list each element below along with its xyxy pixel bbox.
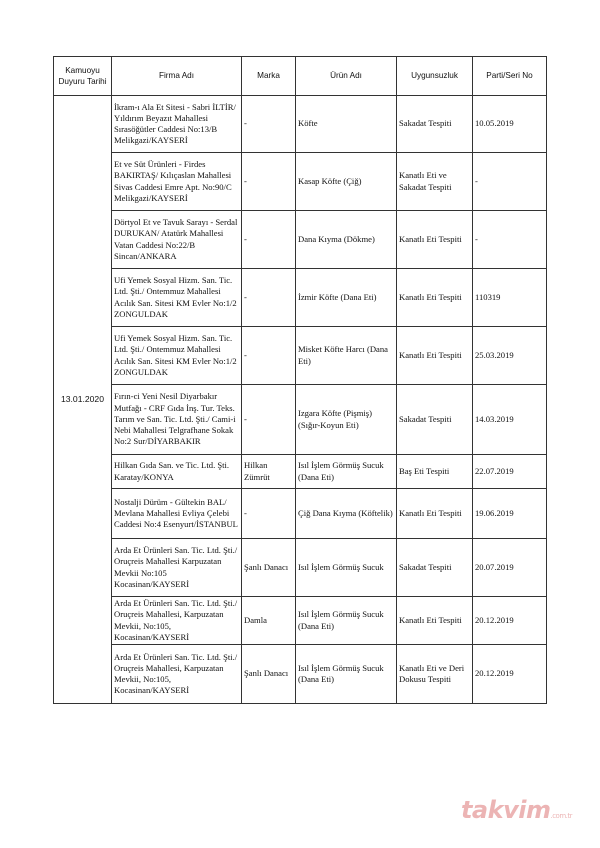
header-lot: Parti/Seri No [473, 57, 547, 96]
announcement-date: 13.01.2020 [54, 96, 112, 704]
lot-cell: 25.03.2019 [473, 327, 547, 385]
company-cell: Hilkan Gıda San. ve Tic. Ltd. Şti. Karatay/KONYA [112, 455, 242, 489]
table-row [54, 645, 547, 704]
table-row [54, 385, 547, 455]
brand-cell: - [242, 269, 296, 327]
header-product: Ürün Adı [296, 57, 397, 96]
company-cell: Dörtyol Et ve Tavuk Sarayı - Serdal DURUKAN/ Atatürk Mahallesi Vatan Caddesi No:22/B Sincan/ANKARA [112, 211, 242, 269]
header-issue: Uygunsuzluk [397, 57, 473, 96]
product-cell: İzmir Köfte (Dana Eti) [296, 269, 397, 327]
issue-cell: Sakadat Tespiti [397, 96, 473, 153]
company-cell: Ufi Yemek Sosyal Hizm. San. Tic. Ltd. Şti./ Ontemmuz Mahallesi Acılık San. Sitesi KM Evler No:1/2 ZONGULDAK [112, 269, 242, 327]
brand-cell: Hilkan Zümrüt [242, 455, 296, 489]
brand-cell: - [242, 96, 296, 153]
table-row [54, 455, 547, 489]
watermark-brand: takvim [460, 796, 551, 824]
brand-cell: - [242, 385, 296, 455]
table-row [54, 269, 547, 327]
lot-cell: 10.05.2019 [473, 96, 547, 153]
company-cell: Arda Et Ürünleri San. Tic. Ltd. Şti./ Oruçreis Mahallesi, Karpuzatan Mevkii, No:105, Kocasinan/KAYSERİ [112, 645, 242, 704]
header-company: Firma Adı [112, 57, 242, 96]
brand-cell: - [242, 489, 296, 539]
table-row [54, 96, 547, 153]
issue-cell: Sakadat Tespiti [397, 539, 473, 597]
takvim-watermark [461, 796, 572, 824]
brand-cell: Şanlı Danacı [242, 645, 296, 704]
product-cell: Isıl İşlem Görmüş Sucuk (Dana Eti) [296, 597, 397, 645]
product-cell: Izgara Köfte (Pişmiş) (Sığır-Koyun Eti) [296, 385, 397, 455]
company-cell: Et ve Süt Ürünleri - Firdes BAKIRTAŞ/ Kılıçaslan Mahallesi Sivas Caddesi Emre Apt. No:90/C Melikgazi/KAYSERİ [112, 153, 242, 211]
header-row [54, 57, 547, 96]
brand-cell: - [242, 327, 296, 385]
product-cell: Misket Köfte Harcı (Dana Eti) [296, 327, 397, 385]
product-cell: Köfte [296, 96, 397, 153]
lot-cell: - [473, 211, 547, 269]
brand-cell: Şanlı Danacı [242, 539, 296, 597]
company-cell: Ufi Yemek Sosyal Hizm. San. Tic. Ltd. Şti./ Ontemmuz Mahallesi Acılık San. Sitesi KM Evler No:1/2 ZONGULDAK [112, 327, 242, 385]
table-row [54, 539, 547, 597]
table-row [54, 211, 547, 269]
lot-cell: 110319 [473, 269, 547, 327]
issue-cell: Kanatlı Eti ve Deri Dokusu Tespiti [397, 645, 473, 704]
product-cell: Isıl İşlem Görmüş Sucuk (Dana Eti) [296, 645, 397, 704]
product-cell: Kasap Köfte (Çiğ) [296, 153, 397, 211]
lot-cell: 19.06.2019 [473, 489, 547, 539]
lot-cell: 20.07.2019 [473, 539, 547, 597]
issue-cell: Sakadat Tespiti [397, 385, 473, 455]
lot-cell: 20.12.2019 [473, 645, 547, 704]
issue-cell: Kanatlı Eti Tespiti [397, 211, 473, 269]
company-cell: Arda Et Ürünleri San. Tic. Ltd. Şti./ Oruçreis Mahallesi, Karpuzatan Mevkii, No:105, Kocasinan/KAYSERİ [112, 597, 242, 645]
watermark-suffix: .com.tr [550, 812, 572, 820]
header-brand: Marka [242, 57, 296, 96]
table-row [54, 489, 547, 539]
company-cell: İkram-ı Ala Et Sitesi - Sabri İLTİR/ Yıldırım Beyazıt Mahallesi Sırasöğütler Caddesi No:13/B Melikgazi/KAYSERİ [112, 96, 242, 153]
table-row [54, 597, 547, 645]
product-cell: Isıl İşlem Görmüş Sucuk [296, 539, 397, 597]
brand-cell: - [242, 211, 296, 269]
issue-cell: Kanatlı Eti Tespiti [397, 269, 473, 327]
issue-cell: Kanatlı Eti Tespiti [397, 597, 473, 645]
brand-cell: Damla [242, 597, 296, 645]
lot-cell: 20.12.2019 [473, 597, 547, 645]
lot-cell: 22.07.2019 [473, 455, 547, 489]
table-row [54, 153, 547, 211]
issue-cell: Kanatlı Eti ve Sakadat Tespiti [397, 153, 473, 211]
recall-table [53, 56, 547, 704]
issue-cell: Kanatlı Eti Tespiti [397, 489, 473, 539]
product-cell: Çiğ Dana Kıyma (Köftelik) [296, 489, 397, 539]
company-cell: Arda Et Ürünleri San. Tic. Ltd. Şti./ Oruçreis Mahallesi Karpuzatan Mevkii No:105 Kocasinan/KAYSERİ [112, 539, 242, 597]
table-row [54, 327, 547, 385]
company-cell: Fırın-ci Yeni Nesil Diyarbakır Mutfağı - CRF Gıda İnş. Tur. Teks. Tarım ve San. Tic. Ltd. Şti./ Cami-i Nebi Mahallesi Telgrafhane Sokak No:2 Sur/DİYARBAKIR [112, 385, 242, 455]
company-cell: Nostalji Dürüm - Gültekin BAL/ Mevlana Mahallesi Evliya Çelebi Caddesi No:4 Esenyurt/İSTANBUL [112, 489, 242, 539]
header-date: Kamuoyu Duyuru Tarihi [54, 57, 112, 96]
product-cell: Dana Kıyma (Dökme) [296, 211, 397, 269]
lot-cell: - [473, 153, 547, 211]
brand-cell: - [242, 153, 296, 211]
lot-cell: 14.03.2019 [473, 385, 547, 455]
product-cell: Isıl İşlem Görmüş Sucuk (Dana Eti) [296, 455, 397, 489]
issue-cell: Baş Eti Tespiti [397, 455, 473, 489]
issue-cell: Kanatlı Eti Tespiti [397, 327, 473, 385]
